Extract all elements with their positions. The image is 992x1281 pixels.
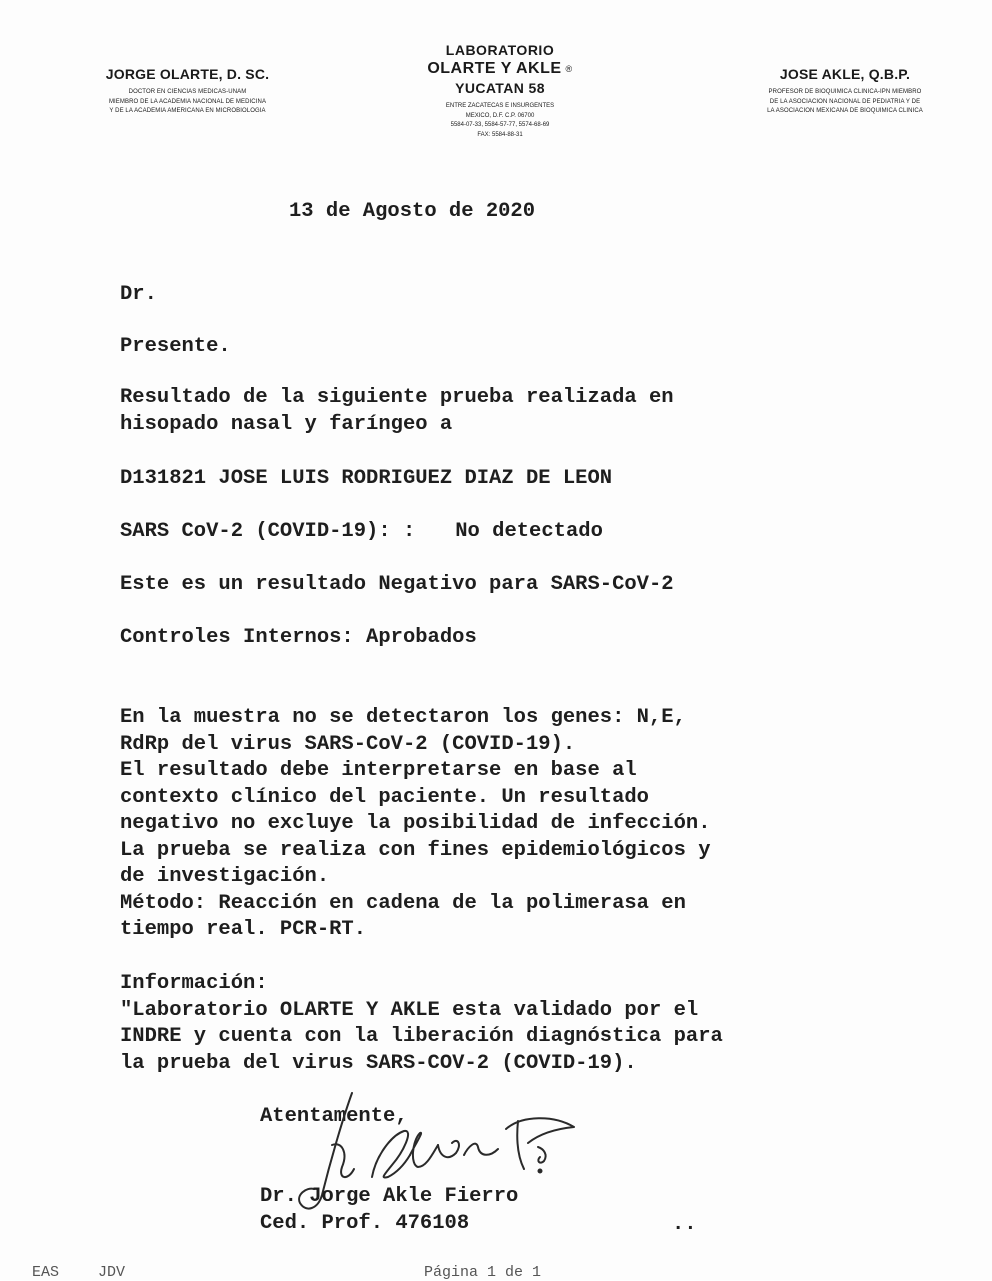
credential-line: DE LA ASOCIACION NACIONAL DE PEDIATRIA Y DE: [769, 98, 921, 105]
controls-line: Controles Internos: Aprobados: [120, 626, 477, 649]
paragraph-line: RdRp del virus SARS-CoV-2 (COVID-19).: [120, 732, 576, 756]
letterhead-center: [380, 42, 620, 140]
credential-line: LA ASOCIACION MEXICANA DE BIOQUIMICA CLINICA: [767, 108, 923, 114]
closing: Atentamente,: [260, 1105, 408, 1128]
result-intro: [120, 385, 674, 438]
paragraph-line: negativo no excluye la posibilidad de infección.: [120, 812, 711, 835]
credential-line: Y DE LA ACADEMIA AMERICANA EN MICROBIOLOGIA: [109, 108, 266, 114]
result-intro-line: Resultado de la siguiente prueba realizada en: [120, 386, 674, 409]
negative-statement: Este es un resultado Negativo para SARS-CoV-2: [120, 573, 674, 596]
test-label: SARS CoV-2 (COVID-19): :: [120, 520, 416, 543]
info-line: "Laboratorio OLARTE Y AKLE esta validado por el: [120, 998, 699, 1022]
lab-name-text: OLARTE Y AKLE: [427, 60, 562, 77]
professional-license: Ced. Prof. 476108: [260, 1212, 470, 1235]
credential-line: PROFESOR DE BIOQUIMICA CLINICA-IPN MIEMBRO: [768, 89, 922, 95]
credential-line: MIEMBRO DE LA ACADEMIA NACIONAL DE MEDICINA: [108, 98, 267, 105]
doctor-name-right: JOSE AKLE, Q.B.P.: [779, 66, 911, 82]
footer-initials-right: JDV: [98, 1264, 126, 1281]
paragraph-line: Método: Reacción en cadena de la polimerasa en: [120, 891, 686, 915]
registered-mark: ®: [565, 63, 573, 74]
credential-line: DOCTOR EN CIENCIAS MEDICAS-UNAM: [128, 89, 247, 95]
document-date: 13 de Agosto de 2020: [289, 200, 536, 223]
footer-initials-left: EAS: [32, 1264, 60, 1281]
letterhead-right: [740, 66, 950, 117]
doctor-name-left: JORGE OLARTE, D. SC.: [105, 66, 270, 82]
paragraph-line: contexto clínico del paciente. Un resultado: [120, 785, 649, 809]
letterhead-left: [80, 66, 295, 117]
paragraph-line: de investigación.: [120, 865, 330, 888]
trailing-dots: ..: [672, 1213, 697, 1236]
patient-line: D131821 JOSE LUIS RODRIGUEZ DIAZ DE LEON: [120, 467, 613, 490]
interpretation-paragraph: [120, 705, 711, 944]
signer-name: Dr. Jorge Akle Fierro: [260, 1185, 519, 1208]
paragraph-line: tiempo real. PCR-RT.: [120, 918, 367, 941]
lab-label: LABORATORIO: [445, 42, 555, 58]
paragraph-line: En la muestra no se detectaron los genes: N,E,: [120, 706, 686, 729]
page-number: Página 1 de 1: [424, 1264, 542, 1281]
info-line: la prueba del virus SARS-COV-2 (COVID-19).: [120, 1051, 637, 1075]
lab-address: YUCATAN 58: [455, 80, 545, 96]
salutation: Dr.: [120, 283, 157, 306]
info-line: Información:: [120, 972, 268, 995]
result-intro-line: hisopado nasal y faríngeo a: [120, 412, 453, 436]
phone-line: 5584-07-33, 5584-57-77, 5574-68-69: [450, 122, 550, 128]
test-result-line: [120, 519, 603, 546]
test-result-value: No detectado: [455, 520, 603, 543]
paragraph-line: La prueba se realiza con fines epidemiológicos y: [120, 838, 711, 862]
paragraph-line: El resultado debe interpretarse en base al: [120, 759, 637, 782]
info-line: INDRE y cuenta con la liberación diagnóstica para: [120, 1025, 723, 1048]
presente-line: Presente.: [120, 335, 231, 358]
lab-name: [380, 60, 620, 78]
address-line: ENTRE ZACATECAS E INSURGENTES: [445, 103, 555, 109]
address-line: MEXICO, D.F. C.P. 06700: [465, 112, 535, 119]
fax-line: FAX: 5584-88-31: [477, 131, 523, 138]
information-block: [120, 971, 723, 1077]
